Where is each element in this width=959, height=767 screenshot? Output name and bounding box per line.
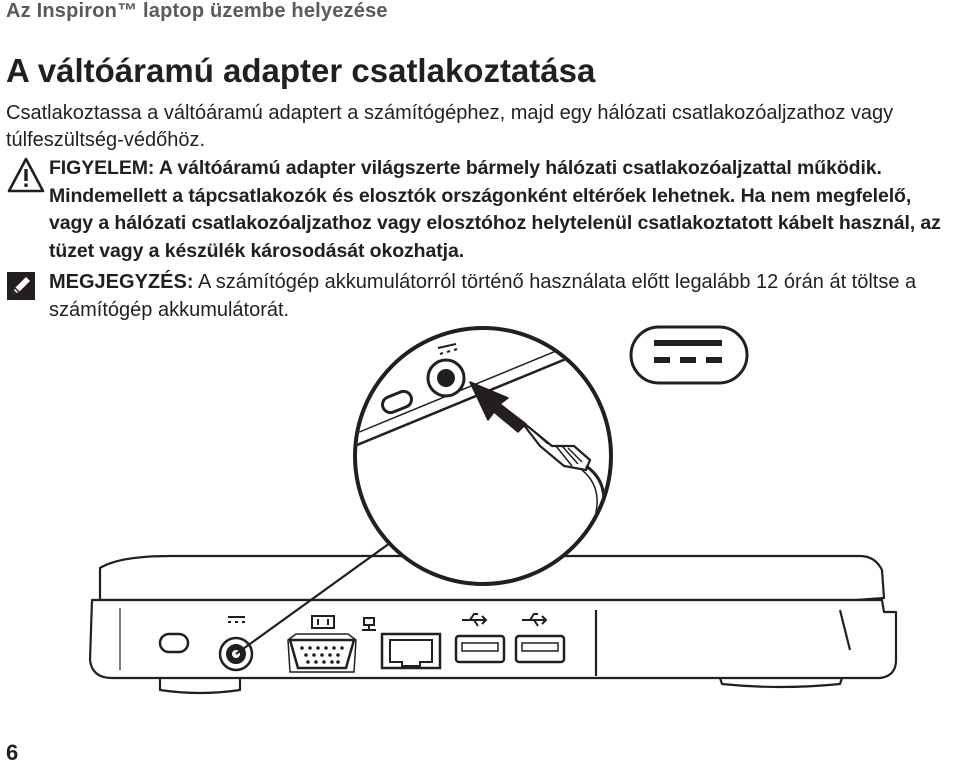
page-number: 6: [6, 740, 19, 765]
note-label: MEGJEGYZÉS:: [49, 271, 194, 293]
security-slot-icon: [160, 634, 188, 652]
note-pencil-icon: [6, 271, 36, 301]
running-header: Az Inspiron™ laptop üzembe helyezése: [6, 0, 388, 22]
warning-triangle-icon: [6, 155, 46, 195]
warning-text: FIGYELEM: A váltóáramú adapter világszerte bármely hálózati csatlakozóaljzattal működik. Mindemellett a tápcsatlakozók és elosztók országonként eltérőek lehetnek. Ha nem megfelelő, vagy a hálózati csatlakozóaljzathoz vagy elosztóhoz helytelenül csatlakoztatott kábelt használ, az tüzet vagy a készülék károsodását okozhatja.: [49, 157, 941, 262]
section-title: A váltóáramú adapter csatlakoztatása: [6, 52, 596, 89]
note-body: A számítógép akkumulátorról történő használata előtt legalább 12 órán át töltse a számítógép akkumulátorát.: [49, 271, 917, 321]
note-text: [49, 269, 954, 324]
intro-paragraph: Csatlakoztassa a váltóáramú adaptert a számítógéphez, majd egy hálózati csatlakozóaljzathoz vagy túlfeszültség-védőhöz.: [6, 102, 894, 151]
dc-power-symbol-icon: [631, 327, 747, 383]
adapter-connection-illustration: [0, 320, 959, 720]
